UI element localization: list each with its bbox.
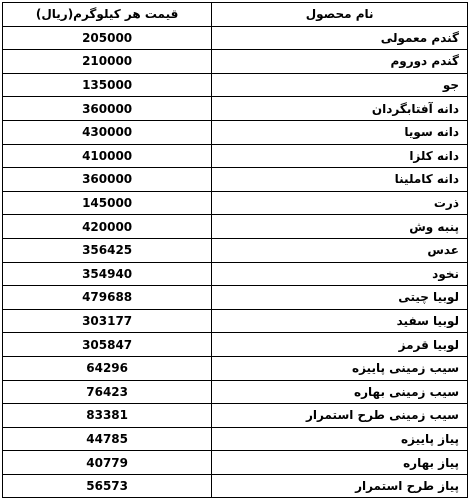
price-cell: 305847 (3, 333, 212, 357)
table-row (3, 238, 468, 262)
price-cell: 430000 (3, 120, 212, 144)
table-row (3, 73, 468, 97)
table-row (3, 404, 468, 428)
price-cell: 135000 (3, 73, 212, 97)
price-cell: 356425 (3, 238, 212, 262)
price-cell: 64296 (3, 356, 212, 380)
price-table (2, 2, 468, 498)
table-body (3, 26, 468, 498)
table-header-row (3, 3, 468, 27)
product-name-cell: دانه سویا (212, 120, 468, 144)
product-name-cell: دانه کاملینا (212, 168, 468, 192)
price-cell: 210000 (3, 50, 212, 74)
table-row (3, 286, 468, 310)
product-name-cell: گندم معمولی (212, 26, 468, 50)
product-name-cell: پنبه وش (212, 215, 468, 239)
price-cell: 56573 (3, 474, 212, 498)
price-cell: 410000 (3, 144, 212, 168)
product-name-cell: پیاز طرح استمرار (212, 474, 468, 498)
table-row (3, 215, 468, 239)
product-name-cell: لوبیا سفید (212, 309, 468, 333)
product-name-cell: سیب زمینی پاییزه (212, 356, 468, 380)
product-name-cell: سیب زمینی بهاره (212, 380, 468, 404)
product-name-cell: لوبیا چیتی (212, 286, 468, 310)
product-name-cell: سیب زمینی طرح استمرار (212, 404, 468, 428)
table-row (3, 451, 468, 475)
table-row (3, 333, 468, 357)
table-row (3, 144, 468, 168)
product-name-cell: لوبیا قرمز (212, 333, 468, 357)
price-cell: 303177 (3, 309, 212, 333)
table-row (3, 120, 468, 144)
header-price: قیمت هر کیلوگرم(ریال) (3, 3, 212, 27)
price-cell: 360000 (3, 168, 212, 192)
table-row (3, 262, 468, 286)
table-row (3, 309, 468, 333)
price-cell: 479688 (3, 286, 212, 310)
table-row (3, 427, 468, 451)
table-row (3, 168, 468, 192)
price-cell: 44785 (3, 427, 212, 451)
product-name-cell: گندم دوروم (212, 50, 468, 74)
product-name-cell: ذرت (212, 191, 468, 215)
price-table-container (2, 2, 468, 498)
price-cell: 205000 (3, 26, 212, 50)
product-name-cell: دانه کلزا (212, 144, 468, 168)
product-name-cell: عدس (212, 238, 468, 262)
price-cell: 40779 (3, 451, 212, 475)
product-name-cell: پیاز پاییزه (212, 427, 468, 451)
header-product: نام محصول (212, 3, 468, 27)
product-name-cell: جو (212, 73, 468, 97)
table-row (3, 356, 468, 380)
table-row (3, 191, 468, 215)
price-cell: 145000 (3, 191, 212, 215)
price-cell: 83381 (3, 404, 212, 428)
table-row (3, 474, 468, 498)
price-cell: 76423 (3, 380, 212, 404)
table-row (3, 97, 468, 121)
table-row (3, 26, 468, 50)
price-cell: 360000 (3, 97, 212, 121)
product-name-cell: دانه آفتابگردان (212, 97, 468, 121)
table-row (3, 50, 468, 74)
product-name-cell: نخود (212, 262, 468, 286)
price-cell: 420000 (3, 215, 212, 239)
table-row (3, 380, 468, 404)
price-cell: 354940 (3, 262, 212, 286)
product-name-cell: پیاز بهاره (212, 451, 468, 475)
